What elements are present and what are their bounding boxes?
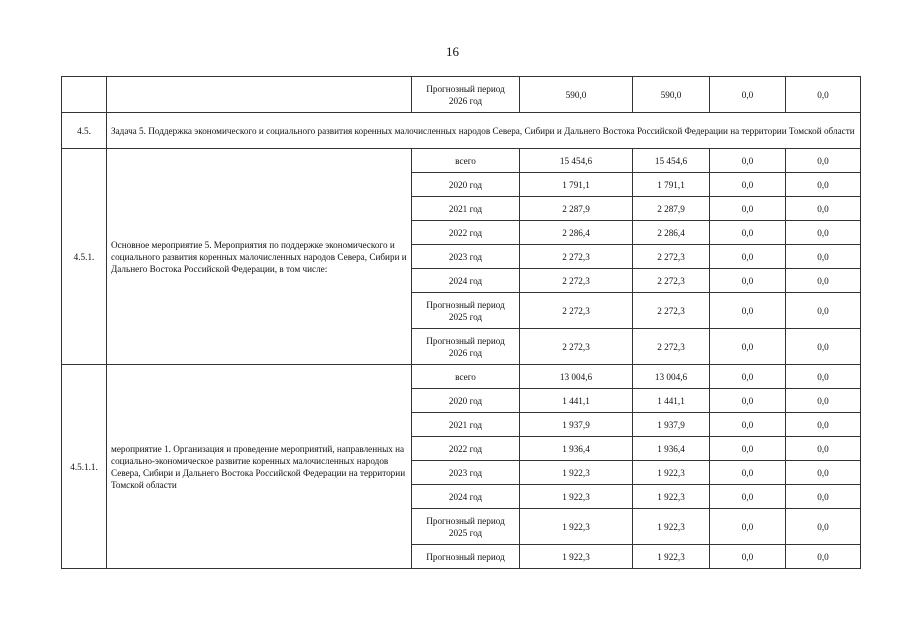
section-description-cell: Основное мероприятие 5. Мероприятия по поддержке экономического и социального развития коренных малочисленных народов Севера, Сибири и Дальнего Востока Российской Федерации, в том числе: (107, 149, 412, 365)
period-cell (412, 197, 520, 221)
period-line: 2020 год (448, 179, 483, 190)
source-value-cell: 1 922,3 (633, 509, 710, 545)
source-value-cell: 0,0 (710, 197, 786, 221)
source-value-cell: 0,0 (786, 485, 861, 509)
source-value-cell: 1 922,3 (633, 485, 710, 509)
period-cell (412, 77, 520, 113)
period-line: 2021 год (448, 203, 483, 214)
period-line: 2022 год (448, 443, 483, 454)
source-value-cell: 0,0 (786, 329, 861, 365)
period-line: 2022 год (448, 227, 483, 238)
period-cell (412, 485, 520, 509)
total-value-cell: 1 441,1 (520, 389, 633, 413)
task-row (62, 113, 861, 149)
total-value-cell: 1 922,3 (520, 461, 633, 485)
source-value-cell: 0,0 (786, 197, 861, 221)
period-line: 2024 год (448, 275, 483, 286)
source-value-cell: 0,0 (786, 269, 861, 293)
section-description-cell: мероприятие 1. Организация и проведение мероприятий, направленных на социально-экономическое развитие коренных малочисленных народов Севера, Сибири и Дальнего Востока Российской Федерации на территории Томской области (107, 365, 412, 569)
source-value-cell: 1 937,9 (633, 413, 710, 437)
source-value-cell: 0,0 (710, 329, 786, 365)
source-value-cell: 1 441,1 (633, 389, 710, 413)
source-value-cell: 13 004,6 (633, 365, 710, 389)
total-value-cell: 2 272,3 (520, 245, 633, 269)
source-value-cell: 1 922,3 (633, 461, 710, 485)
source-value-cell: 0,0 (786, 149, 861, 173)
total-value-cell: 1 922,3 (520, 545, 633, 569)
period-line: 2025 год (448, 311, 483, 322)
source-value-cell: 0,0 (786, 509, 861, 545)
source-value-cell: 0,0 (710, 545, 786, 569)
total-value-cell: 1 937,9 (520, 413, 633, 437)
source-value-cell: 0,0 (710, 77, 786, 113)
period-cell (412, 437, 520, 461)
source-value-cell: 0,0 (786, 77, 861, 113)
period-line: всего (455, 371, 476, 382)
total-value-cell: 2 286,4 (520, 221, 633, 245)
source-value-cell: 0,0 (786, 365, 861, 389)
source-value-cell: 0,0 (710, 173, 786, 197)
period-cell (412, 329, 520, 365)
source-value-cell: 2 272,3 (633, 269, 710, 293)
source-value-cell: 0,0 (786, 245, 861, 269)
period-cell (412, 389, 520, 413)
period-cell (412, 413, 520, 437)
source-value-cell: 0,0 (710, 485, 786, 509)
total-value-cell: 15 454,6 (520, 149, 633, 173)
source-value-cell: 0,0 (710, 149, 786, 173)
period-cell (412, 509, 520, 545)
period-cell (412, 365, 520, 389)
source-value-cell: 0,0 (786, 173, 861, 197)
source-value-cell: 0,0 (786, 389, 861, 413)
period-line: 2026 год (448, 95, 483, 106)
total-value-cell: 1 936,4 (520, 437, 633, 461)
source-value-cell: 0,0 (786, 413, 861, 437)
total-value-cell: 13 004,6 (520, 365, 633, 389)
source-value-cell: 0,0 (786, 545, 861, 569)
task-title-cell: Задача 5. Поддержка экономического и социального развития коренных малочисленных народов Севера, Сибири и Дальнего Востока Российской Федерации на территории Томской области (107, 113, 861, 149)
source-value-cell: 2 286,4 (633, 221, 710, 245)
period-line: Прогнозный период (426, 551, 505, 562)
source-value-cell: 0,0 (710, 389, 786, 413)
source-value-cell: 0,0 (710, 365, 786, 389)
section-code-cell: 4.5.1. (62, 149, 107, 365)
source-value-cell: 0,0 (710, 245, 786, 269)
source-value-cell: 0,0 (786, 293, 861, 329)
total-value-cell: 2 272,3 (520, 269, 633, 293)
row-code-cell (62, 77, 107, 113)
source-value-cell: 0,0 (710, 437, 786, 461)
period-line: Прогнозный период (426, 299, 505, 310)
budget-table (61, 76, 861, 569)
period-line: 2026 год (448, 347, 483, 358)
task-code-cell: 4.5. (62, 113, 107, 149)
period-cell (412, 269, 520, 293)
table-row (62, 365, 861, 389)
source-value-cell: 0,0 (710, 461, 786, 485)
source-value-cell: 590,0 (633, 77, 710, 113)
period-cell (412, 149, 520, 173)
period-line: Прогнозный период (426, 83, 505, 94)
total-value-cell: 1 922,3 (520, 485, 633, 509)
source-value-cell: 2 287,9 (633, 197, 710, 221)
period-line: 2024 год (448, 491, 483, 502)
period-line: 2023 год (448, 467, 483, 478)
source-value-cell: 0,0 (710, 509, 786, 545)
source-value-cell: 0,0 (710, 293, 786, 329)
period-cell (412, 245, 520, 269)
row-description-cell (107, 77, 412, 113)
source-value-cell: 2 272,3 (633, 329, 710, 365)
total-value-cell: 1 922,3 (520, 509, 633, 545)
total-value-cell: 2 272,3 (520, 329, 633, 365)
total-value-cell: 2 272,3 (520, 293, 633, 329)
source-value-cell: 2 272,3 (633, 293, 710, 329)
period-line: Прогнозный период (426, 335, 505, 346)
section-code-cell: 4.5.1.1. (62, 365, 107, 569)
source-value-cell: 0,0 (710, 221, 786, 245)
source-value-cell: 2 272,3 (633, 245, 710, 269)
source-value-cell: 1 922,3 (633, 545, 710, 569)
total-value-cell: 1 791,1 (520, 173, 633, 197)
source-value-cell: 15 454,6 (633, 149, 710, 173)
period-line: 2025 год (448, 527, 483, 538)
source-value-cell: 0,0 (786, 461, 861, 485)
period-line: 2021 год (448, 419, 483, 430)
period-line: 2023 год (448, 251, 483, 262)
page-number: 16 (446, 44, 459, 59)
source-value-cell: 0,0 (786, 437, 861, 461)
total-value-cell: 590,0 (520, 77, 633, 113)
period-line: 2020 год (448, 395, 483, 406)
source-value-cell: 0,0 (786, 221, 861, 245)
source-value-cell: 0,0 (710, 269, 786, 293)
period-cell (412, 461, 520, 485)
source-value-cell: 1 791,1 (633, 173, 710, 197)
period-cell (412, 173, 520, 197)
table-body (62, 77, 861, 569)
table-row (62, 77, 861, 113)
source-value-cell: 1 936,4 (633, 437, 710, 461)
period-cell (412, 221, 520, 245)
period-line: всего (455, 155, 476, 166)
total-value-cell: 2 287,9 (520, 197, 633, 221)
period-cell (412, 293, 520, 329)
period-cell (412, 545, 520, 569)
source-value-cell: 0,0 (710, 413, 786, 437)
table-row (62, 149, 861, 173)
period-line: Прогнозный период (426, 515, 505, 526)
